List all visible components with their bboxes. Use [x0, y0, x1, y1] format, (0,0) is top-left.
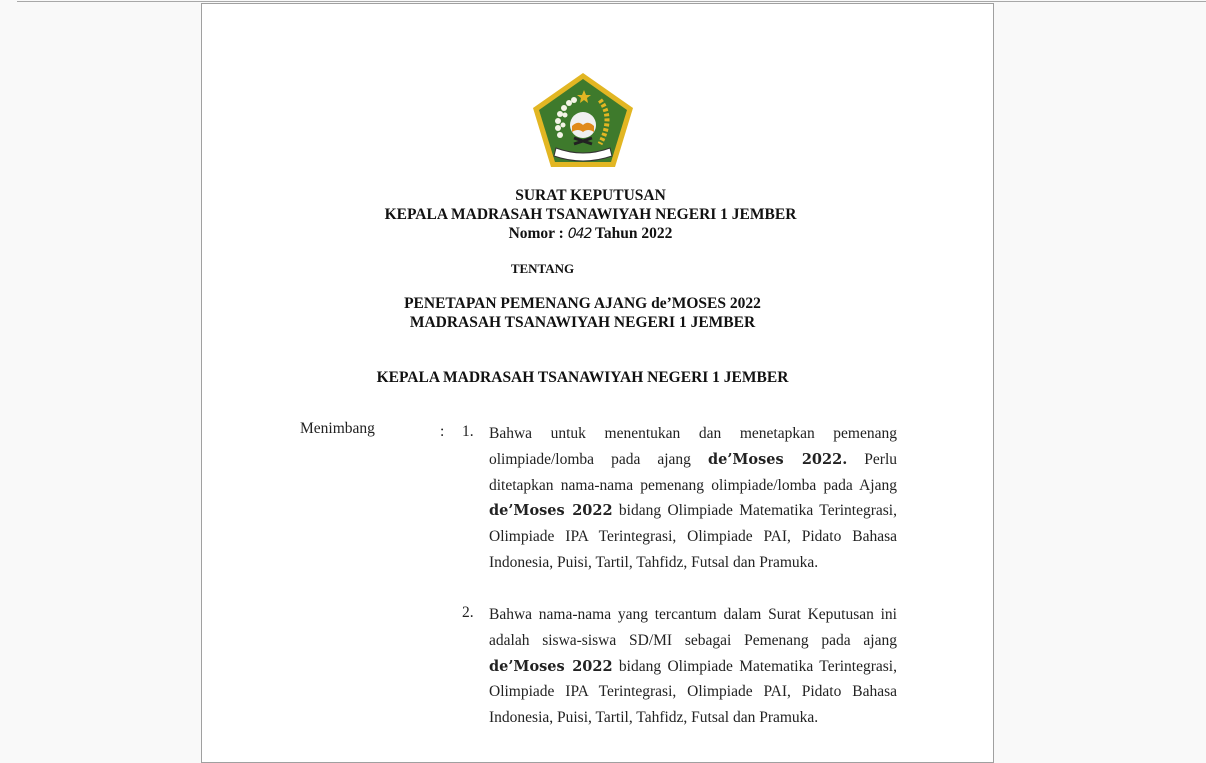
nomor-year: Tahun 2022 — [591, 225, 673, 242]
kemenag-logo-icon — [530, 70, 636, 170]
item-number: 2. — [462, 604, 474, 621]
menimbang-label: Menimbang — [300, 420, 375, 437]
viewer-top-border — [17, 0, 1206, 2]
considering-item-2 — [489, 602, 897, 731]
event-name: de’Moses 2022 — [489, 502, 613, 520]
item-text: Bahwa untuk menentukan dan menetapkan pemenang olimpiade/lomba pada ajang — [489, 425, 897, 468]
item-text: Bahwa nama-nama yang tercantum dalam Surat Keputusan ini adalah siswa-siswa SD/MI sebagai Pemenang pada ajang — [489, 606, 897, 649]
document-page — [201, 3, 994, 763]
item-text: bidang Olimpiade Matematika Terintegrasi, Olimpiade IPA Terintegrasi, Olimpiade PAI, Pidato Bahasa Indonesia, Puisi, Tartil, Tahfidz, Futsal dan Pramuka. — [489, 502, 897, 571]
subject-line-2: MADRASAH TSANAWIYAH NEGERI 1 JEMBER — [409, 314, 756, 331]
decree-subject — [186, 294, 979, 332]
decree-heading — [202, 186, 995, 244]
decree-issuer: KEPALA MADRASAH TSANAWIYAH NEGERI 1 JEMBER — [384, 206, 797, 223]
nomor-value: 042 — [567, 226, 592, 242]
authority-heading: KEPALA MADRASAH TSANAWIYAH NEGERI 1 JEMBER — [376, 369, 789, 386]
tentang-label: TENTANG — [510, 261, 575, 276]
considering-item-1 — [489, 421, 897, 576]
subject-line-1: PENETAPAN PEMENANG AJANG de’MOSES 2022 — [404, 295, 761, 312]
item-text: Perlu ditetapkan nama-nama pemenang olimpiade/lomba pada Ajang — [489, 450, 897, 494]
menimbang-colon: : — [440, 423, 445, 440]
event-name: de’Moses 2022. — [707, 450, 848, 468]
event-name: de’Moses 2022 — [489, 657, 613, 675]
item-number: 1. — [462, 423, 474, 440]
nomor-label: Nomor : — [508, 225, 568, 242]
item-text: bidang Olimpiade Matematika Terintegrasi, Olimpiade IPA Terintegrasi, Olimpiade PAI, Pidato Bahasa Indonesia, Puisi, Tartil, Tahfidz, Futsal dan Pramuka. — [489, 657, 897, 727]
decree-number — [186, 224, 995, 244]
decree-title: SURAT KEPUTUSAN — [515, 187, 666, 204]
